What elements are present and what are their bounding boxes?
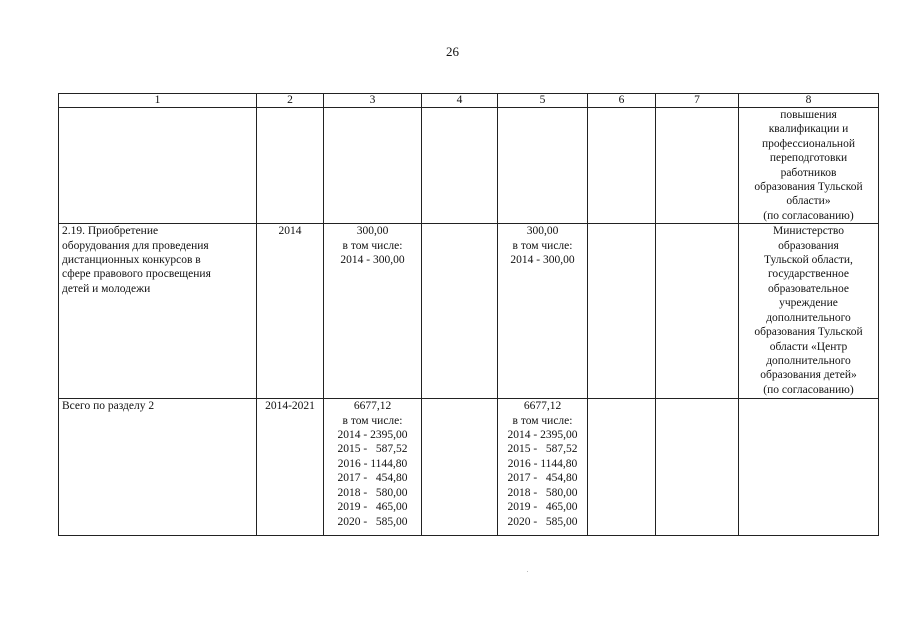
total-funding-cell [324,224,422,399]
cell-line: 300,00 [356,225,389,238]
cell-line: 2018 - 580,00 [507,486,578,499]
regional-budget-cell [498,399,588,536]
cell-line: 300,00 [526,225,559,238]
measure-cell [59,108,257,224]
cell-line: образовательное [767,282,850,295]
period-cell [257,108,324,224]
cell-line: 2020 - 585,00 [337,515,408,528]
cell-line: 2014 - 300,00 [510,254,575,267]
cell-line: Тульской области, [764,254,853,267]
column-header: 2 [257,94,324,108]
cell-line: 2019 - 465,00 [507,501,578,514]
cell-line: государственное [767,268,850,281]
cell-line: 2018 - 580,00 [337,486,408,499]
cell-line: 2014 - 300,00 [340,254,405,267]
cell-line: (по согласованию) [763,383,854,396]
cell-line: образования [778,239,839,252]
cell-line: образования Тульской [754,326,863,339]
total-funding-cell [324,108,422,224]
cell-line: сфере правового просвещения [62,268,211,281]
column-header: 1 [59,94,257,108]
cell-line: 2015 - 587,52 [337,443,408,456]
cell-line: в том числе: [342,239,403,252]
other-sources-cell [656,108,739,224]
cell-line: оборудования для проведения [62,239,209,252]
column-header: 6 [588,94,656,108]
cell-line: 2017 - 454,80 [337,472,408,485]
table-row [59,399,879,536]
cell-line: дополнительного [766,311,851,324]
scan-speck [527,571,528,572]
executor-cell [739,108,879,224]
column-header: 3 [324,94,422,108]
column-header: 7 [656,94,739,108]
cell-line: 2.19. Приобретение [62,225,159,238]
period-cell: 2014 [257,224,324,399]
period-cell: 2014-2021 [257,399,324,536]
executor-cell [739,224,879,399]
column-number-row [59,94,879,108]
cell-line: детей и молодежи [62,282,151,295]
regional-budget-cell [498,224,588,399]
total-funding-cell [324,399,422,536]
cell-line: 2014 - 2395,00 [507,429,578,442]
cell-line: в том числе: [512,239,573,252]
column-header: 8 [739,94,879,108]
cell-line: 2016 - 1144,80 [507,457,578,470]
cell-line: Всего по разделу 2 [62,400,155,413]
federal-budget-cell [422,399,498,536]
cell-line: 2015 - 587,52 [507,443,578,456]
measure-cell [59,399,257,536]
cell-line: 2014 - 2395,00 [337,429,408,442]
local-budget-cell [588,399,656,536]
cell-line: (по согласованию) [763,209,854,222]
other-sources-cell [656,399,739,536]
federal-budget-cell [422,224,498,399]
cell-line: 6677,12 [353,400,392,413]
cell-line: учреждение [779,297,838,310]
local-budget-cell [588,224,656,399]
table-row [59,108,879,224]
cell-line: 6677,12 [523,400,562,413]
cell-line: 2020 - 585,00 [507,515,578,528]
cell-line: повышения [780,109,837,121]
cell-line: профессиональной [761,137,855,150]
column-header: 5 [498,94,588,108]
cell-line: области «Центр [769,340,848,353]
cell-line: 2017 - 454,80 [507,472,578,485]
cell-line: квалификации и [768,123,849,136]
cell-line: в том числе: [512,414,573,427]
cell-line: дистанционных конкурсов в [62,254,201,267]
cell-line: Министерство [773,225,844,238]
cell-line: переподготовки [769,152,848,165]
page-number: 26 [446,44,459,59]
cell-line: 2019 - 465,00 [337,501,408,514]
executor-cell [739,399,879,536]
cell-line: дополнительного [766,354,851,367]
table-row [59,224,879,399]
measure-cell [59,224,257,399]
regional-budget-cell [498,108,588,224]
federal-budget-cell [422,108,498,224]
local-budget-cell [588,108,656,224]
cell-line: области» [786,195,831,208]
other-sources-cell [656,224,739,399]
cell-line: в том числе: [342,414,403,427]
program-table [58,93,879,536]
column-header: 4 [422,94,498,108]
cell-line: работников [780,166,837,179]
cell-line: образования Тульской [754,181,863,194]
cell-line: 2016 - 1144,80 [337,457,408,470]
cell-line: образования детей» [760,369,857,382]
